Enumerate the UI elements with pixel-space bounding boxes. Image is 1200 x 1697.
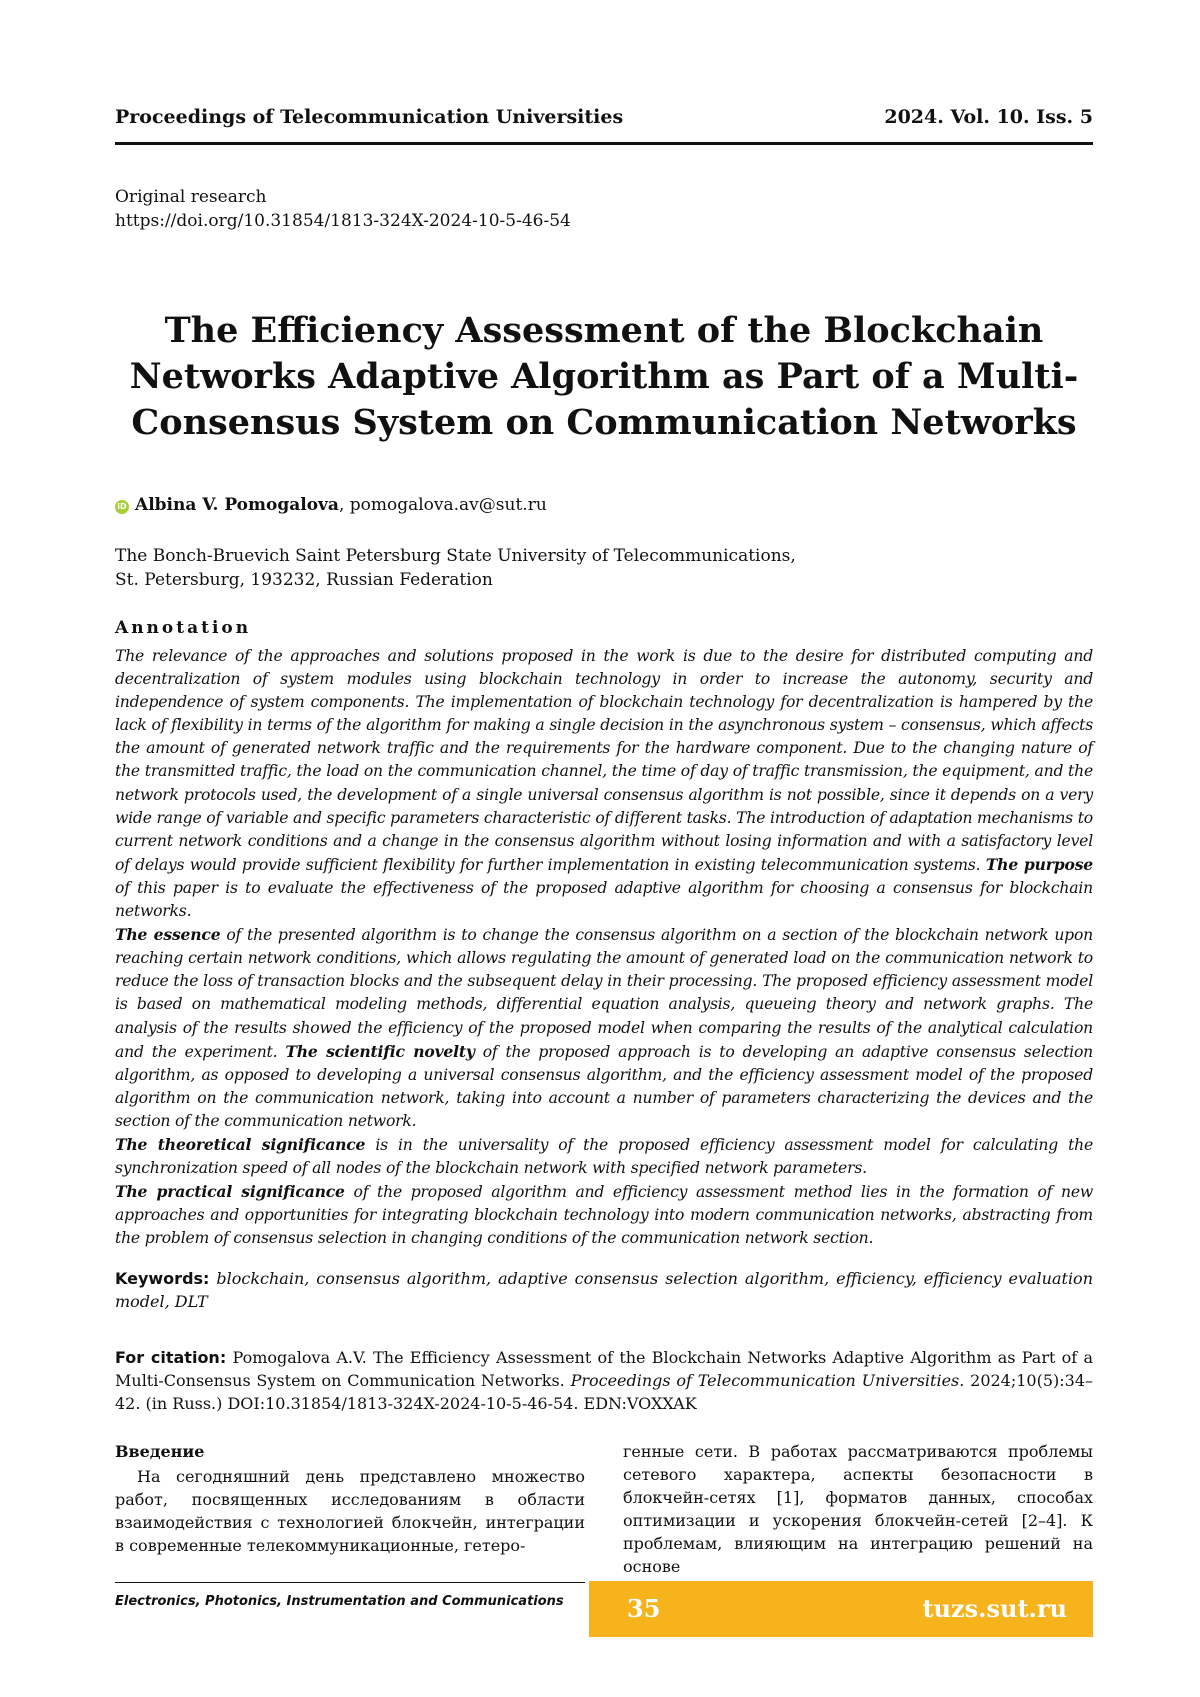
- citation-journal: Proceedings of Telecommunication Universities.: [570, 1371, 965, 1390]
- novelty-text: of the proposed approach is to developing an adaptive consensus selection algorithm, as opposed to developing a universal consensus algorithm, and the efficiency assessment model of the proposed algorithm on the communication network, taking into account a number of parameters characterizing the devices and the section of the communication network.: [115, 1042, 1093, 1130]
- essence-text: of the presented algorithm is to change the consensus algorithm on a section of the blockchain network upon reaching certain network conditions, which allows regulating the amount of generated load on the communication network to reduce the loss of transaction blocks and the subsequent delay in their processing. The proposed efficiency assessment model is based on mathematical modeling methods, differential equation analysis, queueing theory and network graphs. The analysis of the results showed the efficiency of the proposed model when comparing the results of the analytical calculation and the experiment.: [115, 926, 1093, 1061]
- footer-journal: Electronics, Photonics, Instrumentation and Communications: [115, 1594, 564, 1609]
- citation-details: 2024;10(5):34–42. (in Russ.) DOI:10.31854/1813-324X-2024-10-5-46-54. EDN:VOXXAK: [115, 1371, 1094, 1413]
- author-name: Albina V. Pomogalova: [135, 495, 339, 515]
- purpose-text: of this paper is to evaluate the effectiveness of the proposed adaptive algorithm for choosing a consensus for blockchain networks.: [115, 878, 1093, 921]
- citation-label: For citation:: [115, 1348, 227, 1367]
- theoretical-text: is in the universality of the proposed efficiency assessment model for calculating the synchronization speed of all nodes of the blockchain network with specified network parameters.: [115, 1135, 1094, 1178]
- title-line: Networks Adaptive Algorithm as Part of a Multi-: [129, 356, 1079, 397]
- theoretical-label: The theoretical significance: [115, 1134, 366, 1154]
- abstract-paragraph: [115, 645, 1093, 923]
- citation: [115, 1346, 1093, 1415]
- keywords: [115, 1267, 1093, 1313]
- practical-label: The practical significance: [115, 1182, 345, 1202]
- intro-paragraph-continued: генные сети. В работах рассматриваются проблемы сетевого характера, аспекты безопасности в блокчейн-сетях [1], форматов данных, способах оптимизации и ускорения блокчейн-сетей [2–4]. К проблемам, влияющим на интеграцию решений на основе: [623, 1442, 1093, 1576]
- page-number: 35: [627, 1594, 661, 1623]
- essence-label: The essence: [115, 925, 221, 945]
- footer-site-link[interactable]: tuzs.sut.ru: [922, 1594, 1067, 1623]
- novelty-label: The scientific novelty: [285, 1041, 475, 1061]
- article-title: [115, 308, 1093, 446]
- article-meta: [115, 185, 571, 233]
- header-journal-title: Proceedings of Telecommunication Universities: [115, 106, 624, 128]
- article-page: [115, 0, 1093, 1697]
- title-line: The Efficiency Assessment of the Blockchain: [164, 310, 1044, 351]
- orcid-icon[interactable]: iD: [115, 500, 129, 514]
- affiliation-line: The Bonch-Bruevich Saint Petersburg State University of Telecommunications,: [115, 546, 796, 566]
- intro-heading: Введение: [115, 1442, 205, 1461]
- footer-band: [589, 1581, 1093, 1637]
- title-line: Consensus System on Communication Networks: [131, 402, 1077, 443]
- annotation-heading: Annotation: [115, 618, 252, 638]
- author-email[interactable]: , pomogalova.av@sut.ru: [338, 495, 547, 515]
- abstract-paragraph: [115, 1180, 1093, 1250]
- header-issue: 2024. Vol. 10. Iss. 5: [884, 106, 1093, 128]
- abstract-paragraph: [115, 1133, 1093, 1180]
- intro-paragraph: На сегодняшний день представлено множество работ, посвященных исследованиям в области взаимодействия с технологией блокчейн, интеграции в современные телекоммуникационные, гетеро-: [115, 1467, 585, 1555]
- footer-divider: [115, 1582, 585, 1583]
- running-header: [115, 106, 1093, 145]
- abstract-paragraph: [115, 923, 1093, 1133]
- abstract: [115, 645, 1093, 1250]
- author-line: [115, 495, 547, 515]
- body-column-left: [115, 1440, 585, 1557]
- doi-link[interactable]: https://doi.org/10.31854/1813-324X-2024-10-5-46-54: [115, 211, 571, 231]
- practical-text: of the proposed algorithm and efficiency assessment method lies in the formation of new approaches and opportunities for integrating blockchain technology into modern communication networks, abstracting from the problem of consensus selection in changing conditions of the communication network section.: [115, 1183, 1093, 1248]
- keywords-label: Keywords:: [115, 1269, 210, 1288]
- affiliation-line: St. Petersburg, 193232, Russian Federation: [115, 570, 493, 590]
- keywords-text: blockchain, consensus algorithm, adaptive consensus selection algorithm, efficiency, efficiency evaluation model, DLT: [115, 1269, 1093, 1311]
- purpose-label: The purpose: [985, 854, 1093, 874]
- abstract-text: The relevance of the approaches and solutions proposed in the work is due to the desire for distributed computing and decentralization of system modules using blockchain technology in order to increase the autonomy, security and independence of system components. The implementation of blockchain technology for decentralization is hampered by the lack of flexibility in terms of the algorithm for making a single decision in the asynchronous system – consensus, which affects the amount of generated network traffic and the requirements for the hardware component. Due to the changing nature of the transmitted traffic, the load on the communication channel, the time of day of traffic transmission, the equipment, and the network protocols used, the development of a single universal consensus algorithm is not possible, since it depends on a very wide range of variable and specific parameters characteristic of different tasks. The introduction of adaptation mechanisms to current network conditions and a change in the consensus algorithm without losing information and with a satisfactory level of delays would provide sufficient flexibility for further implementation in existing telecommunication systems.: [115, 647, 1093, 874]
- citation-text: Pomogalova A.V. The Efficiency Assessment of the Blockchain Networks Adaptive Algorithm as Part of a Multi-Consensus System on Communication Networks.: [115, 1348, 1093, 1390]
- affiliation: [115, 544, 796, 592]
- body-column-right: [623, 1440, 1093, 1578]
- article-type: Original research: [115, 187, 267, 207]
